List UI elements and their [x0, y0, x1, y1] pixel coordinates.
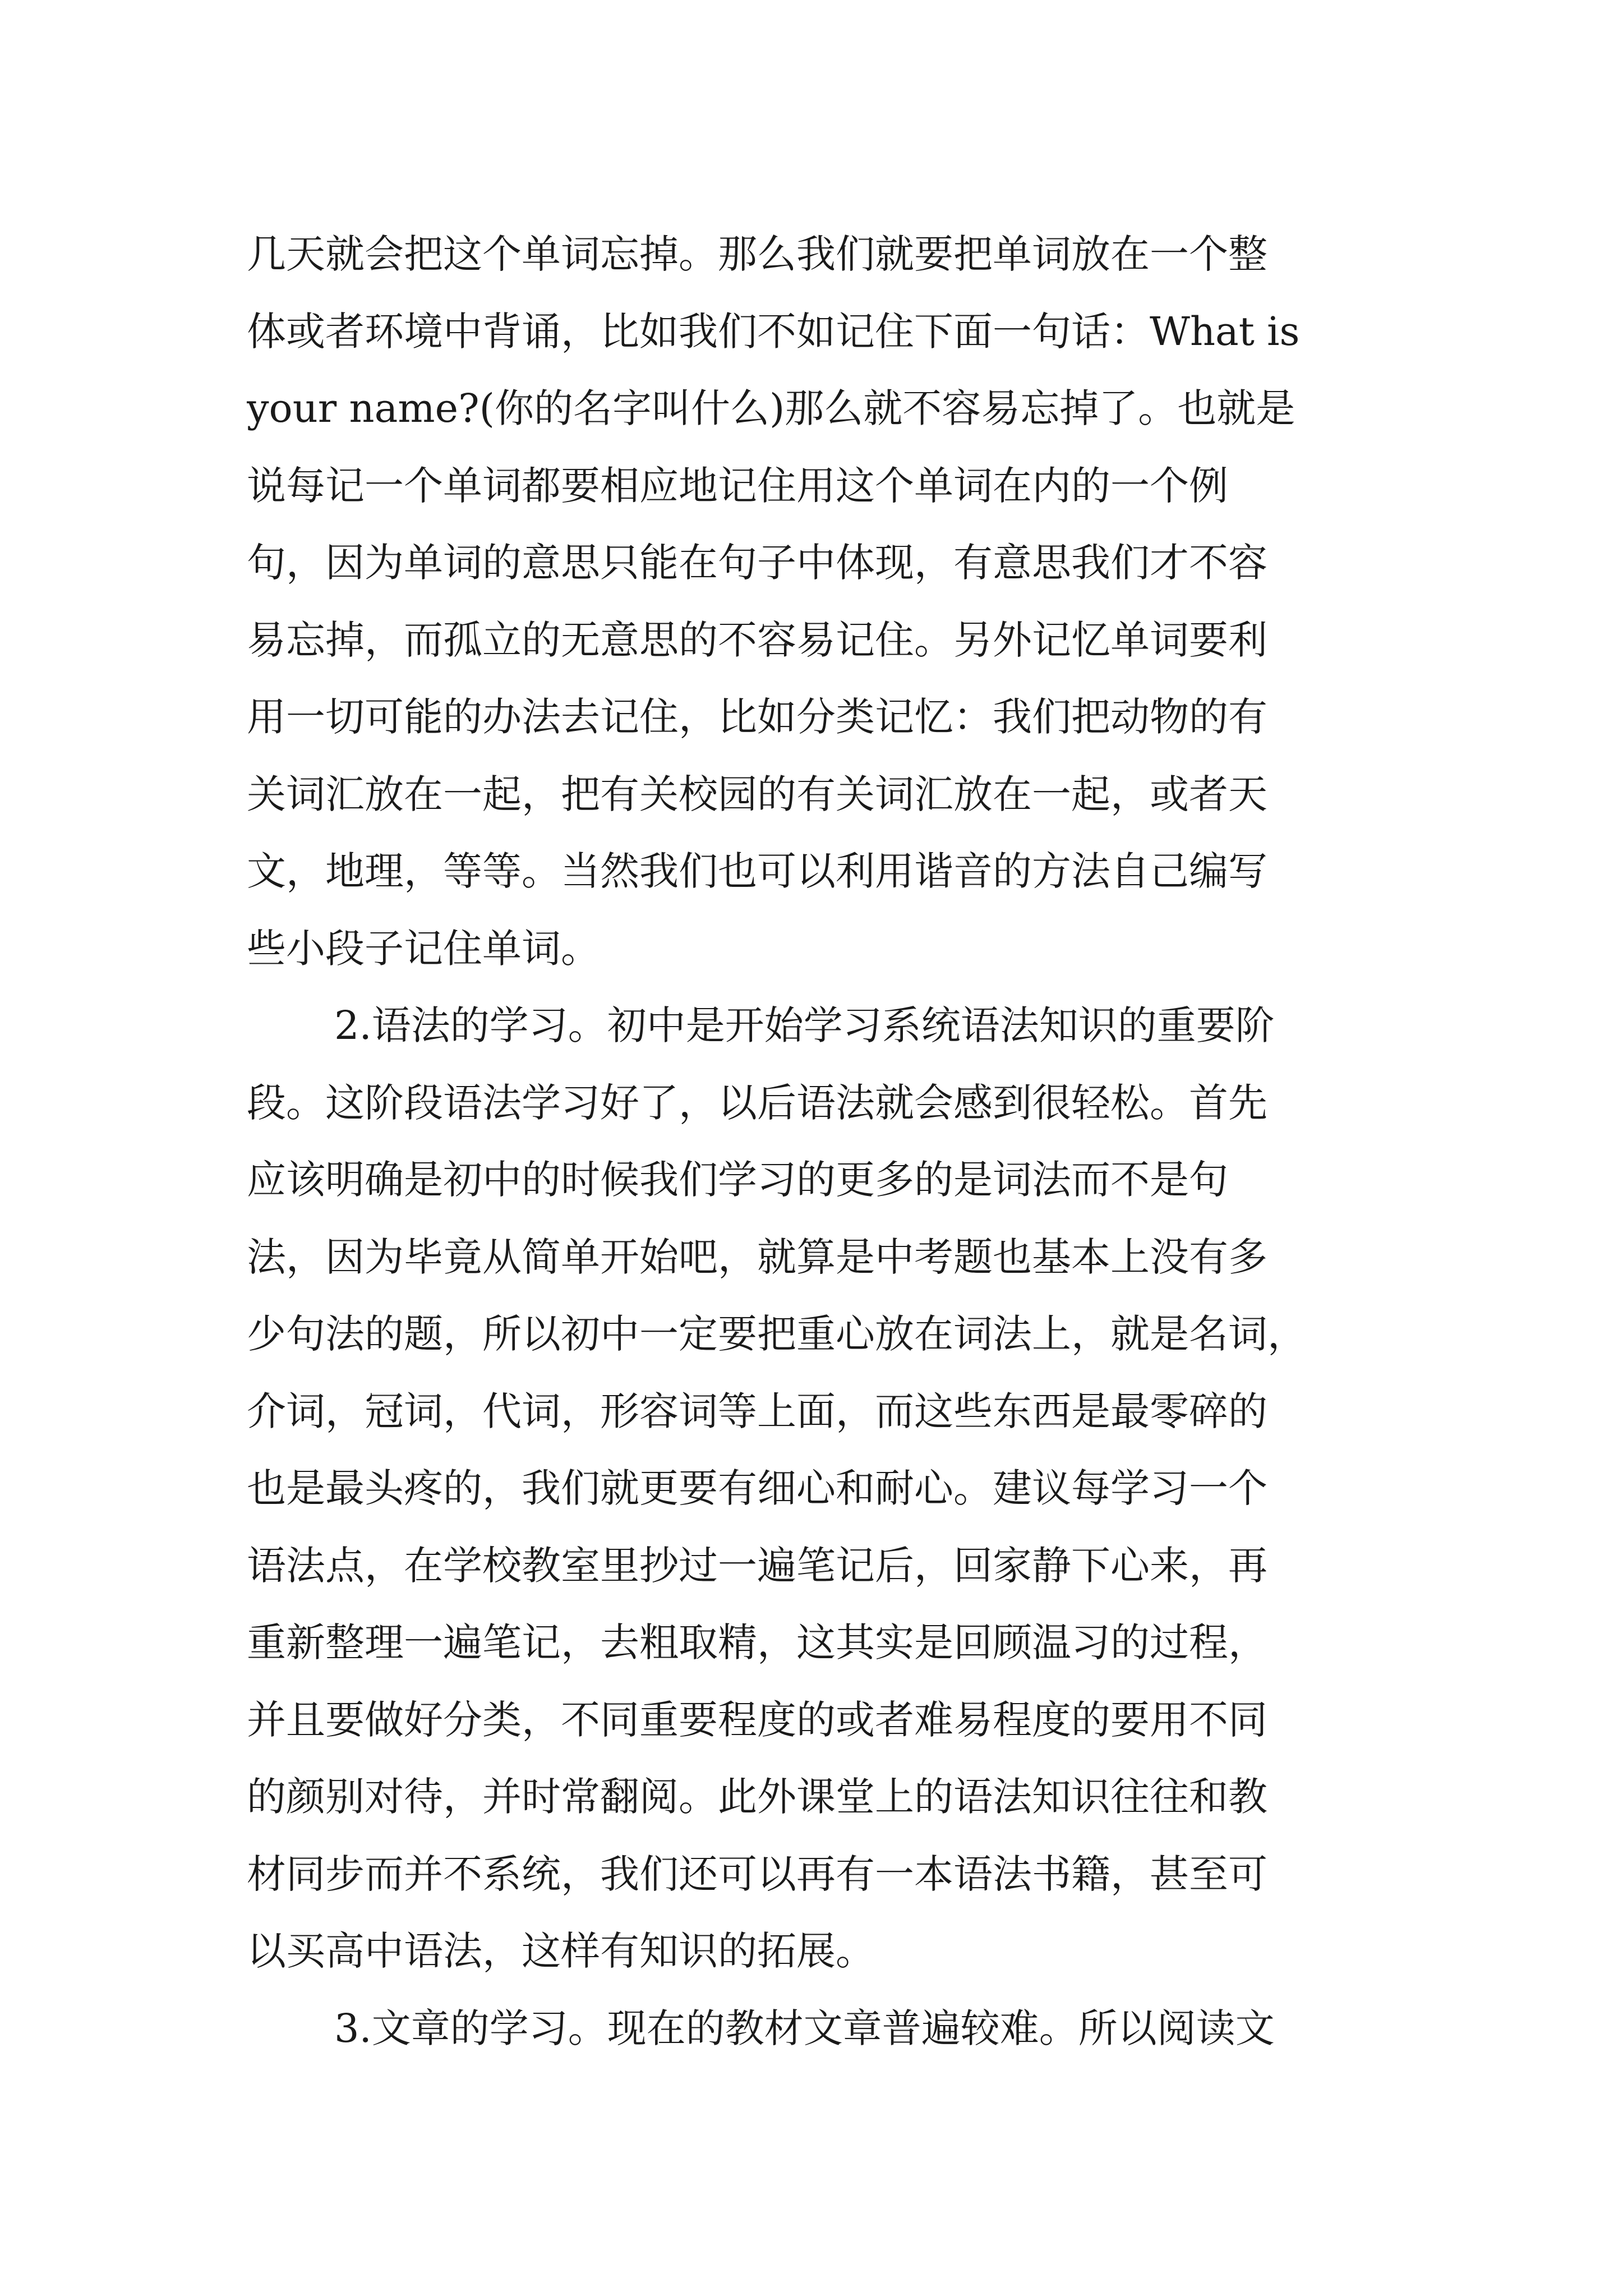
- text-line: 几天就会把这个单词忘掉。那么我们就要把单词放在一个整: [247, 231, 1267, 277]
- text-line: 3.文章的学习。现在的教材文章普遍较难。所以阅读文: [334, 2005, 1275, 2051]
- text-line: 少句法的题，所以初中一定要把重心放在词法上，就是名词，: [247, 1311, 1307, 1357]
- text-line: 关词汇放在一起，把有关校园的有关词汇放在一起，或者天: [247, 771, 1267, 817]
- text-line: 以买高中语法，这样有知识的拓展。: [247, 1928, 875, 1974]
- text-line: 段。这阶段语法学习好了，以后语法就会感到很轻松。首先: [247, 1079, 1267, 1126]
- text-line: 文，地理，等等。当然我们也可以利用谐音的方法自己编写: [247, 848, 1267, 894]
- text-line: 法，因为毕竟从简单开始吧，就算是中考题也基本上没有多: [247, 1234, 1267, 1280]
- text-line: 说每记一个单词都要相应地记住用这个单词在内的一个例: [247, 462, 1228, 509]
- text-line: 些小段子记住单词。: [247, 925, 600, 972]
- text-line: 应该明确是初中的时候我们学习的更多的是词法而不是句: [247, 1157, 1228, 1203]
- text-line: 句，因为单词的意思只能在句子中体现，有意思我们才不容: [247, 540, 1267, 586]
- text-line: 用一切可能的办法去记住，比如分类记忆：我们把动物的有: [247, 694, 1267, 740]
- text-line: 材同步而并不系统，我们还可以再有一本语法书籍，甚至可: [247, 1851, 1267, 1897]
- text-line: 体或者环境中背诵，比如我们不如记住下面一句话：What is: [247, 308, 1300, 355]
- text-line: 也是最头疼的，我们就更要有细心和耐心。建议每学习一个: [247, 1465, 1267, 1511]
- text-line: 重新整理一遍笔记，去粗取精，这其实是回顾温习的过程，: [247, 1619, 1267, 1665]
- paragraph-grammar: [247, 987, 1385, 1990]
- text-line: 的颜别对待，并时常翻阅。此外课堂上的语法知识往往和教: [247, 1774, 1267, 1820]
- paragraph-vocabulary: [247, 216, 1385, 987]
- body-text: [247, 216, 1385, 2067]
- text-line: 介词，冠词，代词，形容词等上面，而这些东西是最零碎的: [247, 1388, 1267, 1434]
- text-line: 2.语法的学习。初中是开始学习系统语法知识的重要阶: [334, 1002, 1275, 1048]
- paragraph-articles: [247, 1990, 1385, 2068]
- text-line: your name?(你的名字叫什么)那么就不容易忘掉了。也就是: [247, 385, 1295, 431]
- text-line: 并且要做好分类，不同重要程度的或者难易程度的要用不同: [247, 1696, 1267, 1743]
- text-line: 语法点，在学校教室里抄过一遍笔记后，回家静下心来，再: [247, 1542, 1267, 1589]
- text-line: 易忘掉，而孤立的无意思的不容易记住。另外记忆单词要利: [247, 616, 1267, 663]
